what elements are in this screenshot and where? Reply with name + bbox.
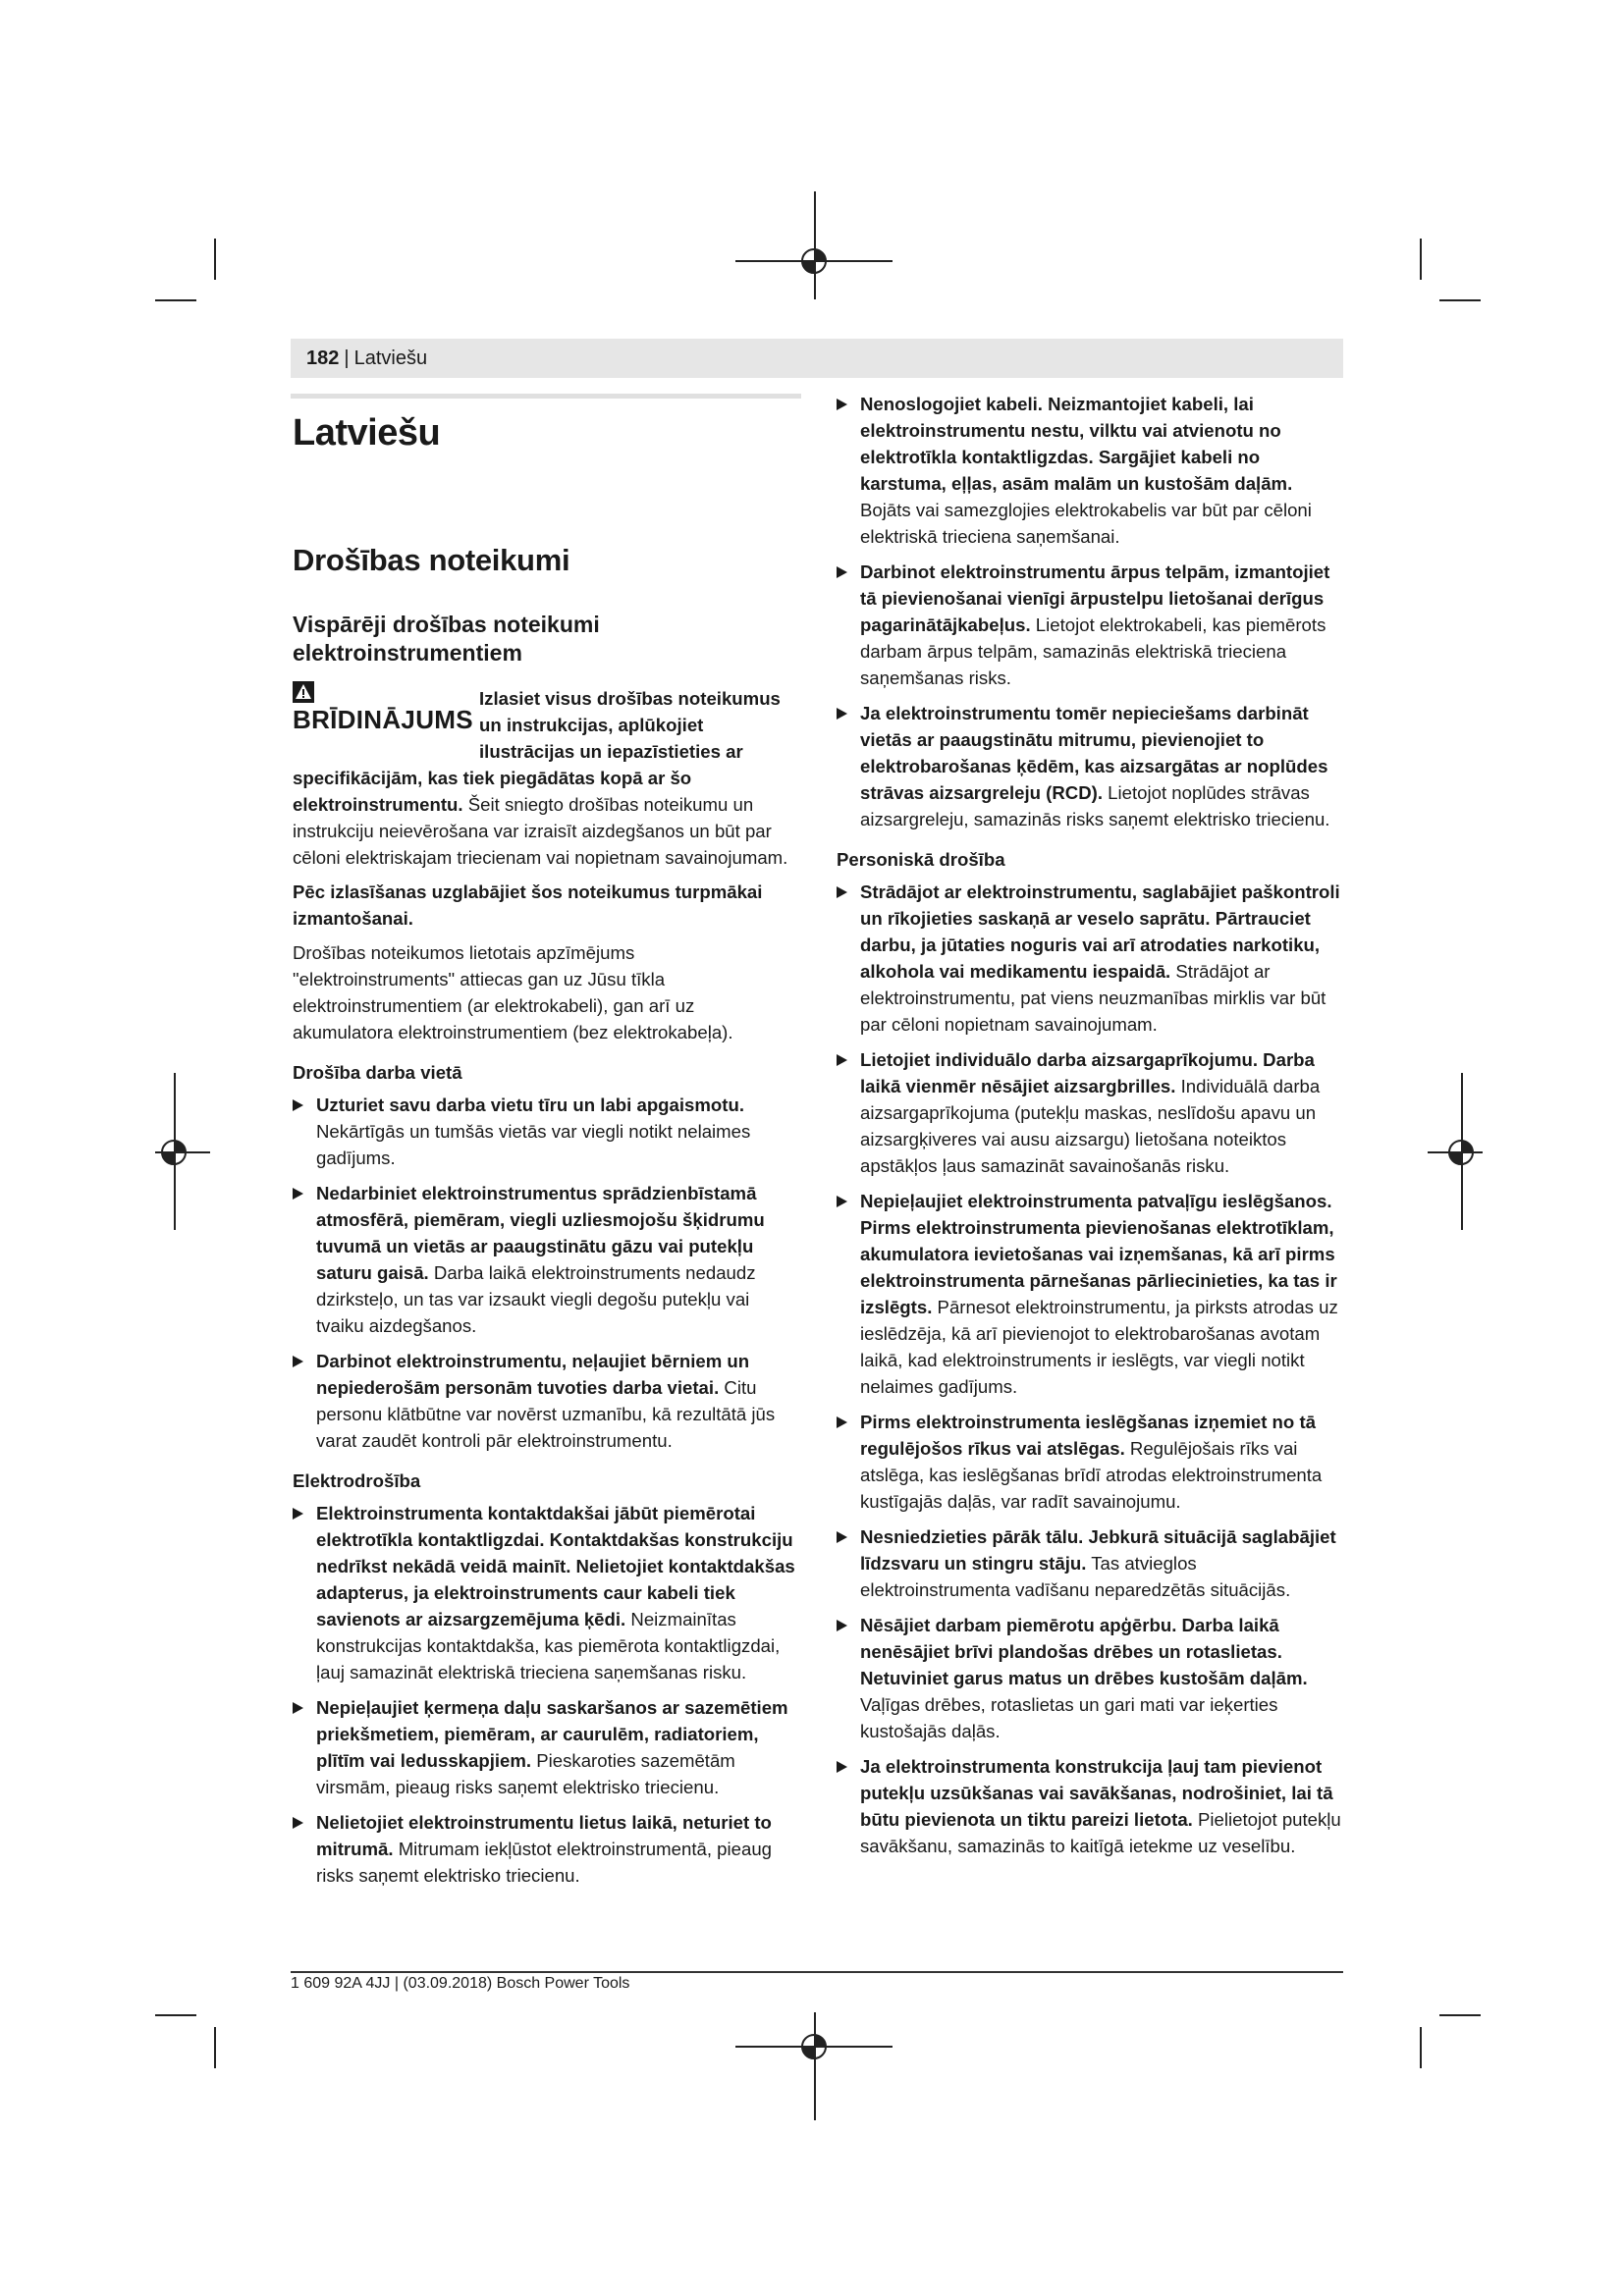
warning-bold-text: Izlasiet visus drošības noteikumus un instrukcijas, aplūkojiet ilustrācijas un iepazīstieties ar specifikācijām, kas tiek piegādātas kopā ar šo elektroinstrumentu. [293, 688, 781, 815]
crop-mark [214, 2027, 216, 2068]
list-item [837, 1188, 1345, 1400]
electrical-list-continued [837, 391, 1345, 832]
item-bold: Nēsājiet darbam piemērotu apģērbu. Darba laikā nenēsājiet brīvi plandošas drēbes un rotaslietas. Netuviniet garus matus un drēbes kustošām daļām. [860, 1615, 1308, 1688]
item-text: Mitrumam iekļūstot elektroinstrumentā, pieaug risks saņemt elektrisko triecienu. [316, 1839, 772, 1886]
header-section: Latviešu [353, 347, 428, 369]
item-text: Citu personu klātbūtne var novērst uzmanību, kā rezultātā jūs varat zaudēt kontroli pār elektroinstrumentu. [316, 1377, 776, 1451]
item-text: Lietojot noplūdes strāvas aizsargreleju, samazinās risks saņemt elektrisko triecienu. [860, 782, 1330, 829]
bullet-triangle-icon [293, 1508, 303, 1520]
item-bold: Nelietojiet elektroinstrumentu lietus laikā, neturiet to mitrumā. [316, 1812, 772, 1859]
list-item [293, 1348, 799, 1454]
crop-mark [155, 2014, 196, 2016]
item-text: Pārnesot elektroinstrumentu, ja pirksts atrodas uz ieslēdzēja, kā arī pievienojot to elektrobarošanas avotam laikā, kad elektroinstruments ir ieslēgts, var viegli notikt nelaimes gadījums. [860, 1297, 1338, 1397]
item-text: Individuālā darba aizsargaprīkojuma (putekļu maskas, neslīdošu apavu un aizsargķiveres vai ausu aizsargu) lietošana noteiktos apstākļos ļaus samazināt savainošanās risku. [860, 1076, 1321, 1176]
header-separator: | [344, 347, 350, 369]
item-bold: Darbinot elektroinstrumentu, neļaujiet bērniem un nepiederošām personām tuvoties darba vietai. [316, 1351, 750, 1398]
item-bold: Ja elektroinstrumenta konstrukcija ļauj tam pievienot putekļu uzsūkšanas vai savākšanas, nodrošiniet, lai tā būtu pievienota un tiktu pareizi lietota. [860, 1756, 1333, 1830]
item-text: Neizmainītas konstrukcijas kontaktdakša, kas piemērota kontaktligzdai, ļauj samazināt elektriskā trieciena saņemšanas risku. [316, 1609, 781, 1682]
item-bold: Lietojiet individuālo darba aizsargaprīkojumu. Darba laikā vienmēr nēsājiet aizsargbrilles. [860, 1049, 1315, 1096]
bullet-triangle-icon [293, 1817, 303, 1829]
list-item [837, 700, 1345, 832]
item-bold: Nepieļaujiet elektroinstrumenta patvaļīgu ieslēgšanos. Pirms elektroinstrumenta pievienošanas elektrotīklam, akumulatora ievietošanas vai izņemšanas, kā arī pirms elektroinstrumenta pārnešanas pārliecinieties, ka tas ir izslēgts. [860, 1191, 1337, 1317]
list-item [837, 879, 1345, 1038]
definition-text: Drošības noteikumos lietotais apzīmējums "elektroinstruments" attiecas gan uz Jūsu tīkla elektroinstrumentiem (ar elektrokabeli), gan arī uz akumulatora elektroinstrumentiem (bez elektrokabeļa). [293, 942, 733, 1042]
registration-mark-icon [157, 1136, 190, 1169]
item-bold: Nenoslogojiet kabeli. Neizmantojiet kabeli, lai elektroinstrumentu nestu, vilktu vai atvienotu no elektrotīkla kontaktligzdas. Sargājiet kabeli no karstuma, eļļas, asām malām un kustošām daļām. [860, 394, 1293, 494]
bullet-triangle-icon [837, 1196, 847, 1207]
title-rule [291, 394, 801, 399]
crop-mark [1420, 239, 1422, 280]
item-text: Darba laikā elektroinstruments nedaudz dzirksteļo, un tas var izsaukt viegli degošu putekļu vai tvaiku aizdegšanos. [316, 1262, 756, 1336]
list-item [837, 1046, 1345, 1179]
bullet-triangle-icon [837, 1531, 847, 1543]
work-area-list [293, 1092, 799, 1454]
list-item [837, 559, 1345, 691]
subsection-title: Vispārēji drošības noteikumi elektroinstrumentiem [293, 612, 600, 666]
item-bold: Nesniedzieties pārāk tālu. Jebkurā situācijā saglabājiet līdzsvaru un stingru stāju. [860, 1526, 1336, 1574]
item-text: Lietojot elektrokabeli, kas piemērots darbam ārpus telpām, samazinās elektriskā trieciena saņemšanas risks. [860, 614, 1326, 688]
footer-rule [291, 1971, 1343, 1973]
registration-mark-icon [797, 2030, 831, 2063]
item-bold: Darbinot elektroinstrumentu ārpus telpām, izmantojiet tā pievienošanai vienīgi ārpustelpu lietošanai derīgus pagarinātājkabeļus. [860, 561, 1330, 635]
warning-label [293, 681, 479, 754]
bullet-triangle-icon [293, 1356, 303, 1367]
item-text: Tas atvieglos elektroinstrumenta vadīšanu neparedzētās situācijās. [860, 1553, 1291, 1600]
warning-block [293, 685, 799, 871]
item-text: Pielietojot putekļu savākšanu, samazinās to kaitīgā ietekme uz veselību. [860, 1809, 1341, 1856]
left-column [293, 407, 799, 1897]
registration-mark-icon [797, 244, 831, 278]
section-heading-work-area: Drošība darba vietā [293, 1062, 462, 1083]
bullet-triangle-icon [293, 1099, 303, 1111]
electrical-list [293, 1500, 799, 1889]
item-text: Pieskaroties sazemētām virsmām, pieaug risks saņemt elektrisko triecienu. [316, 1750, 735, 1797]
personal-safety-list [837, 879, 1345, 1859]
list-item [837, 1409, 1345, 1515]
bullet-triangle-icon [837, 1054, 847, 1066]
section-heading-electrical: Elektrodrošība [293, 1470, 421, 1491]
bullet-triangle-icon [837, 399, 847, 410]
list-item [837, 391, 1345, 550]
section-title: Drošības noteikumi [293, 543, 570, 577]
bullet-triangle-icon [837, 1761, 847, 1773]
list-item [293, 1500, 799, 1685]
item-bold: Nedarbiniet elektroinstrumentus sprādzienbīstamā atmosfērā, piemēram, viegli uzliesmojošu šķidrumu tuvumā un vietās ar paaugstinātu gāzu vai putekļu saturu gaisā. [316, 1183, 765, 1283]
warning-word: BRĪDINĀJUMS [293, 705, 473, 734]
footer-text: 1 609 92A 4JJ | (03.09.2018) Bosch Power Tools [291, 1975, 630, 1992]
item-bold: Ja elektroinstrumentu tomēr nepieciešams darbināt vietās ar paaugstinātu mitrumu, pievienojiet to elektrobarošanas ķēdēm, kas aizsargātas ar noplūdes strāvas aizsargreleju (RCD). [860, 703, 1328, 803]
crop-mark [1420, 2027, 1422, 2068]
list-item [293, 1809, 799, 1889]
item-bold: Pirms elektroinstrumenta ieslēgšanas izņemiet no tā regulējošos rīkus vai atslēgas. [860, 1412, 1316, 1459]
list-item [837, 1523, 1345, 1603]
warning-triangle-icon [293, 681, 314, 703]
bullet-triangle-icon [837, 1620, 847, 1631]
bullet-triangle-icon [837, 886, 847, 898]
item-text: Vaļīgas drēbes, rotaslietas un gari mati var ieķerties kustošajās daļās. [860, 1694, 1278, 1741]
crop-mark [1439, 2014, 1481, 2016]
page-title: Latviešu [293, 412, 441, 454]
right-column [837, 391, 1345, 1868]
item-text: Strādājot ar elektroinstrumentu, pat viens neuzmanības mirklis var būt par cēloni nopietnam savainojumam. [860, 961, 1326, 1035]
bullet-triangle-icon [837, 1416, 847, 1428]
bullet-triangle-icon [837, 566, 847, 578]
item-text: Regulējošais rīks vai atslēga, kas ieslēgšanas brīdī atrodas elektroinstrumenta kustīgajās daļās, var radīt savainojumu. [860, 1438, 1323, 1512]
item-text: Nekārtīgās un tumšās vietās var viegli notikt nelaimes gadījums. [316, 1121, 751, 1168]
crop-mark [155, 299, 196, 301]
section-heading-personal: Personiskā drošība [837, 849, 1005, 870]
list-item [293, 1180, 799, 1339]
crop-mark [214, 239, 216, 280]
warning-text: Šeit sniegto drošības noteikumu un instrukciju neievērošana var izraisīt aizdegšanos un būt par cēloni elektriskajam triecienam vai nopietnam savainojumam. [293, 794, 788, 868]
running-header [291, 339, 1343, 378]
item-bold: Strādājot ar elektroinstrumentu, saglabājiet paškontroli un rīkojieties saskaņā ar veselo saprātu. Pārtrauciet darbu, ja jūtaties noguris vai arī atrodaties narkotiku, alkohola vai medikamentu iespaidā. [860, 881, 1340, 982]
list-item [293, 1694, 799, 1800]
bullet-triangle-icon [837, 708, 847, 720]
keep-notice: Pēc izlasīšanas uzglabājiet šos noteikumus turpmākai izmantošanai. [293, 881, 763, 929]
item-bold: Uzturiet savu darba vietu tīru un labi apgaismotu. [316, 1095, 744, 1115]
list-item [837, 1753, 1345, 1859]
registration-line [814, 2012, 816, 2120]
item-bold: Nepieļaujiet ķermeņa daļu saskaršanos ar sazemētiem priekšmetiem, piemēram, ar caurulēm, radiatoriem, plītīm vai ledusskapjiem. [316, 1697, 788, 1771]
item-text: Bojāts vai samezglojies elektrokabelis var būt par cēloni elektriskā trieciena saņemšanai. [860, 500, 1312, 547]
bullet-triangle-icon [293, 1702, 303, 1714]
crop-mark [1439, 299, 1481, 301]
bullet-triangle-icon [293, 1188, 303, 1200]
list-item [837, 1612, 1345, 1744]
registration-mark-icon [1444, 1136, 1478, 1169]
page-number: 182 [306, 347, 340, 369]
list-item [293, 1092, 799, 1171]
item-bold: Elektroinstrumenta kontaktdakšai jābūt piemērotai elektrotīkla kontaktligzdai. Kontaktdakšas konstrukciju nedrīkst nekādā veidā mainīt. Nelietojiet kontaktdakšas adapterus, ja elektroinstruments caur kabeli tiek savienots ar aizsargzemējuma ķēdi. [316, 1503, 795, 1629]
